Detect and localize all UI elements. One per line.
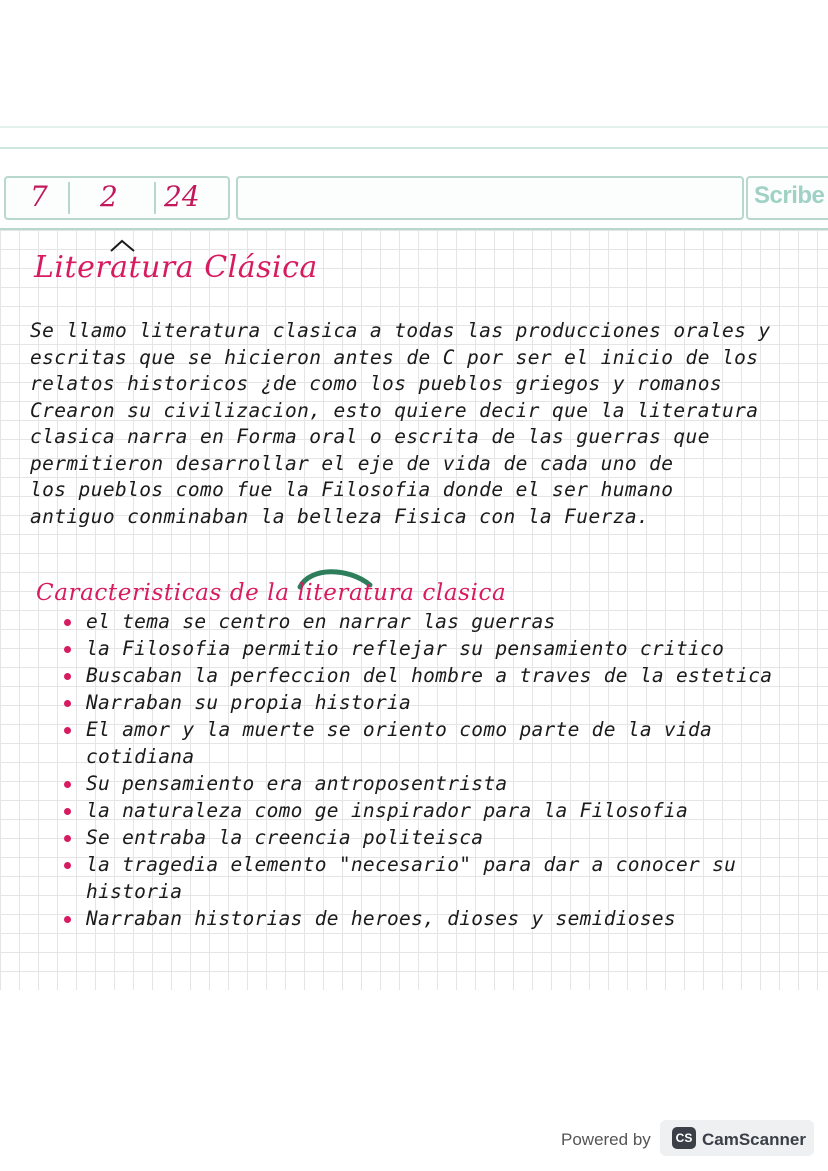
bullet-icon (64, 916, 71, 923)
bullet-icon (64, 619, 71, 626)
bullet-icon (64, 673, 71, 680)
list-item (60, 635, 820, 662)
intro-paragraph (30, 318, 810, 530)
characteristics-list (60, 608, 820, 932)
list-item (60, 851, 820, 905)
paragraph-line: escritas que se hicieron antes de C por ser el inicio de los (30, 345, 759, 369)
date-month: 2 (100, 180, 118, 213)
paragraph-line: permitieron desarrollar el eje de vida de cada uno de (30, 451, 674, 475)
section-subtitle: Caracteristicas de la literatura clasica (36, 580, 507, 606)
list-item (60, 824, 820, 851)
list-item (60, 608, 820, 635)
list-item (60, 770, 820, 797)
list-item-text: la Filosofia permitio reflejar su pensamiento critico (86, 637, 725, 660)
paragraph-line: Se llamo literatura clasica a todas las producciones orales y (30, 319, 771, 342)
date-field (4, 176, 230, 220)
date-divider (68, 182, 70, 214)
powered-by-label: Powered by (561, 1130, 651, 1149)
list-item-text: El amor y la muerte se oriento como parte de la vida cotidiana (86, 718, 713, 768)
paragraph-line: clasica narra en Forma oral o escrita de las guerras que (30, 425, 710, 448)
list-item-text: Narraban su propia historia (86, 691, 412, 714)
list-item-text: Narraban historias de heroes, dioses y semidioses (86, 907, 676, 930)
header-field (236, 176, 744, 220)
list-item-text: Buscaban la perfeccion del hombre a traves de la estetica (86, 664, 773, 687)
bullet-icon (64, 646, 71, 653)
camscanner-logo-icon: CS (672, 1127, 696, 1149)
list-item (60, 905, 820, 932)
bullet-icon (64, 835, 71, 842)
paragraph-line: Crearon su civilizacion, esto quiere decir que la literatura (30, 398, 759, 422)
date-year: 24 (164, 180, 200, 213)
page-stripe (0, 147, 828, 149)
paragraph-line: antiguo conminaban la belleza Fisica con la Fuerza. (30, 504, 650, 528)
list-item (60, 716, 820, 770)
list-item-text: la tragedia elemento "necesario" para dar a conocer su historia (86, 853, 737, 903)
list-item (60, 797, 820, 824)
bullet-icon (64, 700, 71, 707)
date-divider (154, 182, 156, 214)
page-title: Literatura Clásica (34, 250, 318, 285)
bullet-icon (64, 781, 71, 788)
date-day: 7 (30, 180, 48, 213)
accent-mark (108, 238, 138, 254)
paragraph-line: relatos historicos ¿de como los pueblos griegos y romanos (30, 372, 722, 395)
list-item-text: Se entraba la creencia politeisca (86, 826, 484, 849)
brand-logo: Scribe (754, 182, 825, 209)
list-item-text: la naturaleza como ge inspirador para la Filosofia (86, 799, 688, 822)
list-item (60, 689, 820, 716)
list-item (60, 662, 820, 689)
bullet-icon (64, 862, 71, 869)
bullet-icon (64, 727, 71, 734)
brand-box (746, 176, 828, 220)
paragraph-line: los pueblos como fue la Filosofia donde el ser humano (30, 478, 674, 501)
page-stripe (0, 126, 828, 128)
bullet-icon (64, 808, 71, 815)
list-item-text: Su pensamiento era antroposentrista (86, 772, 508, 795)
camscanner-name: CamScanner (702, 1130, 806, 1149)
notebook-header (0, 176, 828, 218)
list-item-text: el tema se centro en narrar las guerras (86, 610, 556, 633)
